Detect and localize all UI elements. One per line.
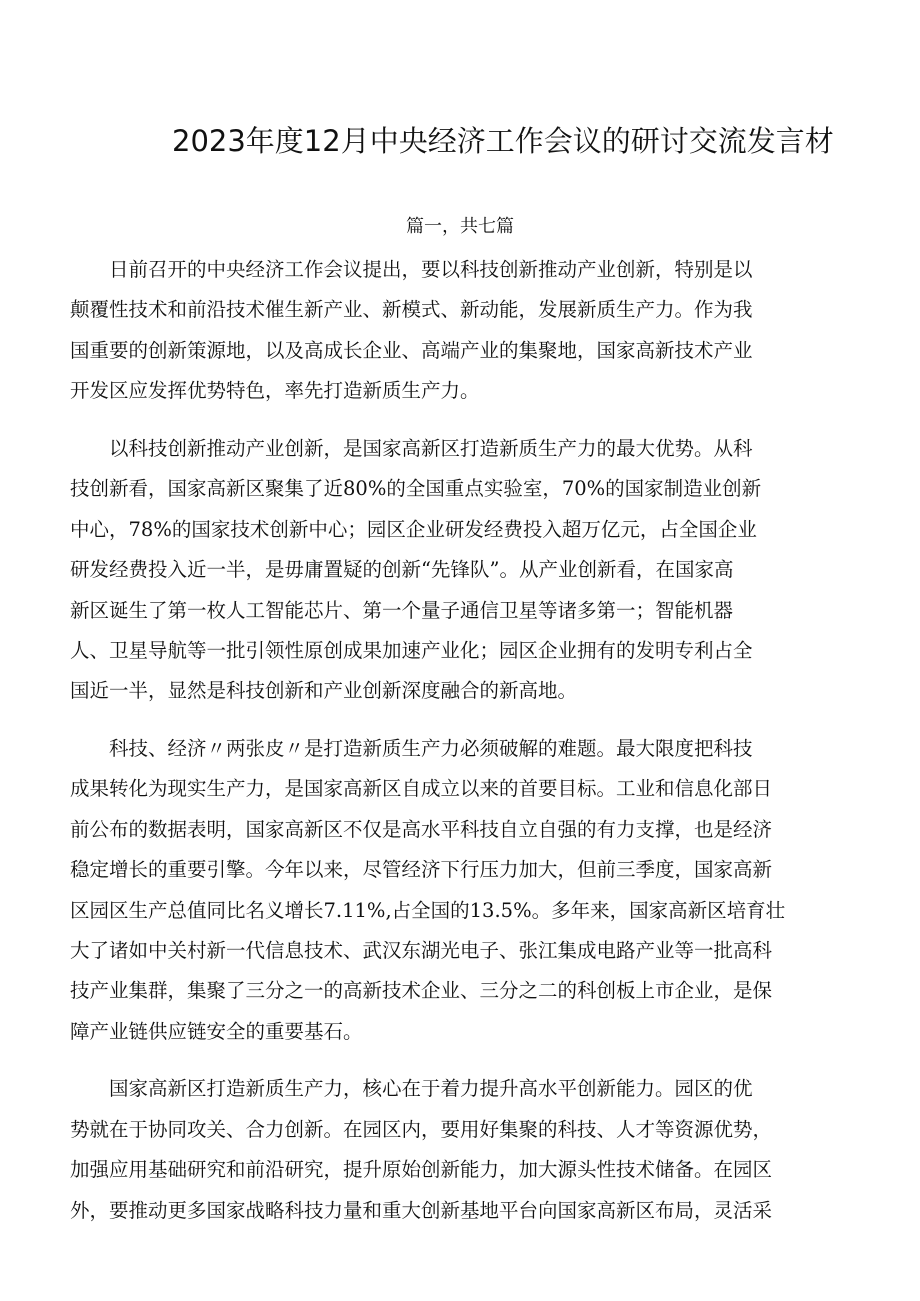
text-line: 国近一半，显然是科技创新和产业创新深度融合的新高地。 bbox=[70, 679, 578, 703]
text-line: 障产业链供应链安全的重要基石。 bbox=[70, 1019, 363, 1043]
text-line: 势就在于协同攻关、合力创新。在园区内，要用好集聚的科技、人才等资源优势， bbox=[70, 1117, 773, 1141]
text-line: 大了诸如中关村新一代信息技术、武汉东湖光电子、张江集成电路产业等一批高科 bbox=[70, 939, 773, 962]
document-subtitle: 篇一，共七篇 bbox=[406, 216, 514, 237]
document-body bbox=[70, 250, 860, 1231]
text-line: 稳定增长的重要引擎。今年以来，尽管经济下行压力加大，但前三季度，国家高新 bbox=[70, 858, 773, 882]
paragraph-3 bbox=[70, 729, 860, 1053]
text-line: 加强应用基础研究和前沿研究，提升原始创新能力，加大源头性技术储备。在园区 bbox=[70, 1158, 773, 1182]
text-line: 外，要推动更多国家战略科技力量和重大创新基地平台向国家高新区布局，灵活采 bbox=[70, 1198, 773, 1222]
paragraph-1 bbox=[70, 250, 860, 412]
paragraph-4 bbox=[70, 1069, 860, 1231]
text-line: 新区诞生了第一枚人工智能芯片、第一个量子通信卫星等诸多第一；智能机器 bbox=[70, 598, 734, 622]
text-line: 技产业集群，集聚了三分之一的高新技术企业、三分之二的科创板上市企业，是保 bbox=[70, 979, 773, 1003]
text-line: 研发经费投入近一半，是毋庸置疑的创新“先锋队”。从产业创新看，在国家高 bbox=[70, 558, 734, 582]
text-line: 国家高新区打造新质生产力，核心在于着力提升高水平创新能力。园区的优 bbox=[70, 1077, 753, 1101]
text-line: 国重要的创新策源地，以及高成长企业、高端产业的集聚地，国家高新技术产业 bbox=[70, 338, 753, 362]
text-line: 以科技创新推动产业创新，是国家高新区打造新质生产力的最大优势。从科 bbox=[70, 436, 753, 460]
document-title: 2023年度12月中央经济工作会议的研讨交流发言材 bbox=[172, 124, 834, 158]
paragraph-2 bbox=[70, 429, 860, 712]
text-line: 中心，78%的国家技术创新中心；园区企业研发经费投入超万亿元，占全国企业 bbox=[70, 517, 757, 541]
text-line: 日前召开的中央经济工作会议提出，要以科技创新推动产业创新，特别是以 bbox=[70, 258, 753, 281]
text-line: 技创新看，国家高新区聚集了近80%的全国重点实验室，70%的国家制造业创新 bbox=[70, 477, 762, 501]
text-line: 成果转化为现实生产力，是国家高新区自成立以来的首要目标。工业和信息化部日 bbox=[70, 777, 773, 801]
text-line: 区园区生产总值同比名义增长7.11%,占全国的13.5%。多年来，国家高新区培育壮 bbox=[70, 898, 786, 922]
text-line: 科技、经济〃两张皮〃是打造新质生产力必须破解的难题。最大限度把科技 bbox=[70, 736, 753, 760]
text-line: 人、卫星导航等一批引领性原创成果加速产业化；园区企业拥有的发明专利占全 bbox=[70, 638, 753, 662]
text-line: 前公布的数据表明，国家高新区不仅是高水平科技自立自强的有力支撑，也是经济 bbox=[70, 817, 773, 841]
text-line: 开发区应发挥优势特色，率先打造新质生产力。 bbox=[70, 379, 480, 403]
text-line: 颠覆性技术和前沿技术催生新产业、新模式、新动能，发展新质生产力。作为我 bbox=[70, 298, 753, 322]
